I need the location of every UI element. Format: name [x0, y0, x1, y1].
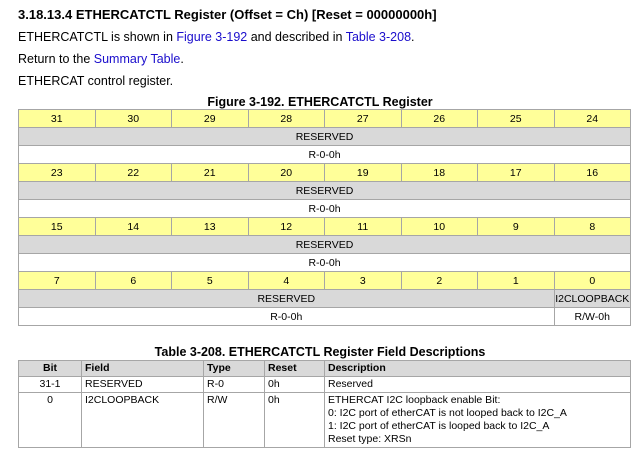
bit-number-cell: 3	[325, 272, 402, 290]
header-bit: Bit	[19, 361, 82, 377]
bit-number-row	[19, 110, 631, 128]
table-row	[19, 393, 631, 448]
field-reset-cell: R-0-0h	[19, 254, 631, 272]
bit-cell: 0	[19, 393, 82, 448]
intro-line-2	[18, 52, 184, 66]
field-reset-cell: R-0-0h	[19, 200, 631, 218]
field-description-table	[18, 360, 631, 448]
field-name-row	[19, 236, 631, 254]
field-reset-row	[19, 308, 631, 326]
bit-number-cell: 30	[95, 110, 172, 128]
bit-number-cell: 31	[19, 110, 96, 128]
bit-number-cell: 25	[478, 110, 555, 128]
bit-number-cell: 29	[172, 110, 249, 128]
bit-number-cell: 15	[19, 218, 96, 236]
bit-number-cell: 24	[554, 110, 631, 128]
intro-text: .	[411, 30, 415, 44]
field-reset-row	[19, 254, 631, 272]
bit-number-cell: 22	[95, 164, 172, 182]
description-cell	[325, 393, 631, 448]
bit-number-cell: 9	[478, 218, 555, 236]
bit-number-cell: 16	[554, 164, 631, 182]
bit-number-cell: 23	[19, 164, 96, 182]
field-reset-cell: R-0-0h	[19, 308, 555, 326]
header-field: Field	[82, 361, 204, 377]
table-row	[19, 377, 631, 393]
bit-number-cell: 2	[401, 272, 478, 290]
bit-number-cell: 4	[248, 272, 325, 290]
section-heading: 3.18.13.4 ETHERCATCTL Register (Offset = Ch) [Reset = 00000000h]	[18, 7, 437, 22]
field-reset-cell: R/W-0h	[554, 308, 631, 326]
bit-number-cell: 8	[554, 218, 631, 236]
intro-line-1	[18, 30, 415, 44]
intro-text: ETHERCATCTL is shown in	[18, 30, 177, 44]
description-line: Reset type: XRSn	[328, 433, 412, 445]
bit-number-cell: 28	[248, 110, 325, 128]
summary-table-link[interactable]: Summary Table	[93, 52, 181, 66]
register-description: ETHERCAT control register.	[18, 74, 174, 88]
type-cell: R/W	[204, 393, 265, 448]
field-name-cell: RESERVED	[19, 290, 555, 308]
field-cell: RESERVED	[82, 377, 204, 393]
bit-number-cell: 19	[325, 164, 402, 182]
field-name-row	[19, 290, 631, 308]
bit-number-cell: 12	[248, 218, 325, 236]
figure-link[interactable]: Figure 3-192	[176, 30, 248, 44]
header-reset: Reset	[265, 361, 325, 377]
bit-number-row	[19, 164, 631, 182]
bit-number-cell: 27	[325, 110, 402, 128]
field-table-caption: Table 3-208. ETHERCATCTL Register Field Descriptions	[154, 345, 486, 359]
intro-text: Return to the	[18, 52, 94, 66]
header-type: Type	[204, 361, 265, 377]
bit-number-row	[19, 272, 631, 290]
bit-number-cell: 0	[554, 272, 631, 290]
bit-number-cell: 5	[172, 272, 249, 290]
field-reset-row	[19, 200, 631, 218]
description-line: 0: I2C port of etherCAT is not looped back to I2C_A	[328, 407, 567, 419]
field-name-cell: RESERVED	[19, 182, 631, 200]
bit-number-cell: 10	[401, 218, 478, 236]
field-reset-row	[19, 146, 631, 164]
table-link[interactable]: Table 3-208	[345, 30, 412, 44]
field-table-header-row	[19, 361, 631, 377]
bit-number-cell: 14	[95, 218, 172, 236]
intro-text: and described in	[247, 30, 346, 44]
bit-number-row	[19, 218, 631, 236]
bit-number-cell: 20	[248, 164, 325, 182]
figure-caption: Figure 3-192. ETHERCATCTL Register	[207, 95, 433, 109]
bit-number-cell: 18	[401, 164, 478, 182]
intro-text: .	[180, 52, 184, 66]
description-line: Reserved	[328, 378, 373, 390]
type-cell: R-0	[204, 377, 265, 393]
description-line: 1: I2C port of etherCAT is looped back to I2C_A	[328, 420, 550, 432]
bit-number-cell: 26	[401, 110, 478, 128]
reset-cell: 0h	[265, 393, 325, 448]
bit-number-cell: 11	[325, 218, 402, 236]
field-reset-cell: R-0-0h	[19, 146, 631, 164]
field-name-cell: RESERVED	[19, 236, 631, 254]
bit-number-cell: 6	[95, 272, 172, 290]
description-cell	[325, 377, 631, 393]
header-description: Description	[325, 361, 631, 377]
field-name-cell: RESERVED	[19, 128, 631, 146]
field-name-cell: I2CLOOPBACK	[554, 290, 631, 308]
reset-cell: 0h	[265, 377, 325, 393]
field-name-row	[19, 128, 631, 146]
field-name-row	[19, 182, 631, 200]
field-cell: I2CLOOPBACK	[82, 393, 204, 448]
bit-number-cell: 13	[172, 218, 249, 236]
bit-number-cell: 1	[478, 272, 555, 290]
bit-number-cell: 7	[19, 272, 96, 290]
bit-number-cell: 21	[172, 164, 249, 182]
register-bit-diagram	[18, 109, 631, 326]
bit-number-cell: 17	[478, 164, 555, 182]
bit-cell: 31-1	[19, 377, 82, 393]
description-line: ETHERCAT I2C loopback enable Bit:	[328, 394, 501, 406]
